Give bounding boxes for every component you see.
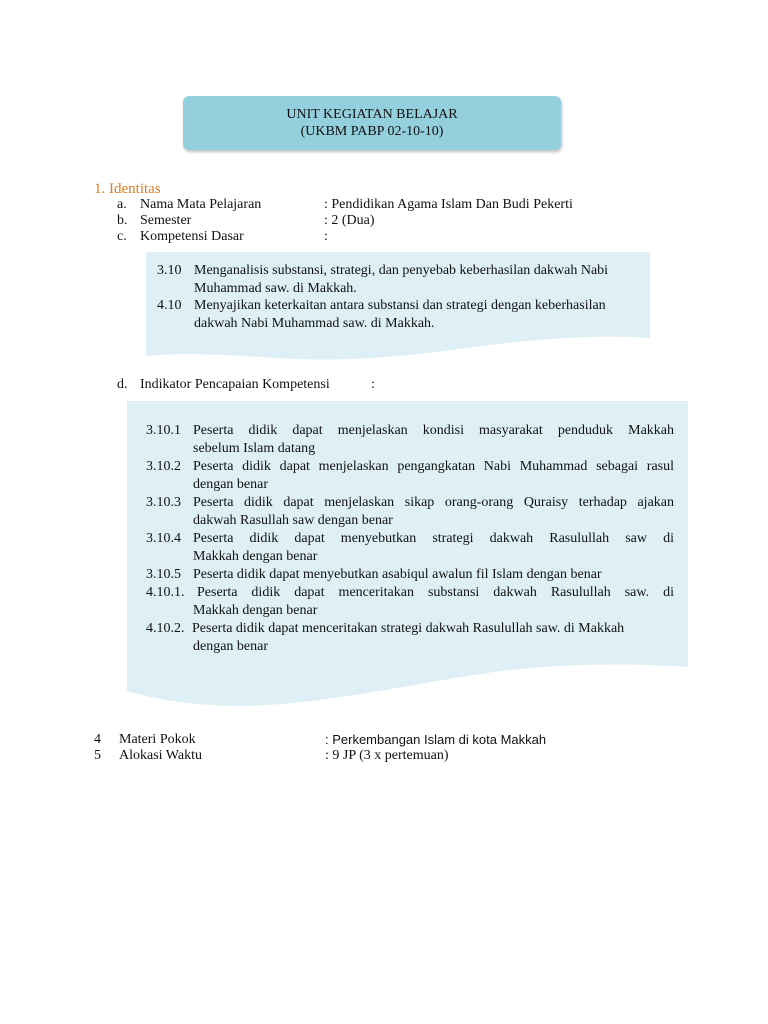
indikator-number: 3.10.1 (146, 423, 181, 438)
indikator-text-line: dakwah Rasullah saw dengan benar (193, 513, 393, 528)
indikator-number: 3.10.5 (146, 567, 181, 582)
indikator-text-line: Peserta didik dapat menyebutkan asabiqul awalun fil Islam dengan benar (193, 567, 602, 582)
indikator-number: 3.10.4 (146, 531, 181, 546)
indikator-text-line: Peserta didik dapat menceritakan substansi dakwah Rasulullah saw. di (197, 585, 674, 600)
indikator-item (146, 530, 674, 566)
indikator-number: 4.10.1. (146, 585, 185, 600)
identitas-label: Kompetensi Dasar (140, 229, 244, 244)
identitas-label: Semester (140, 213, 192, 228)
footer-label: Alokasi Waktu (119, 748, 202, 763)
kd-number: 4.10 (157, 298, 182, 313)
indikator-text-line: dengan benar (193, 639, 269, 654)
footer-value: : 9 JP (3 x pertemuan) (325, 748, 449, 763)
indikator-text-line: Peserta didik dapat menjelaskan pengangkatan Nabi Muhammad sebagai rasul (193, 459, 674, 474)
identitas-value: : Pendidikan Agama Islam Dan Budi Pekerti (324, 197, 573, 212)
identitas-label: Nama Mata Pelajaran (140, 197, 262, 212)
indikator-item (146, 566, 674, 584)
kd-text-line: Menyajikan keterkaitan antara substansi dan strategi dengan keberhasilan (194, 298, 606, 313)
footer-value: : Perkembangan Islam di kota Makkah (325, 732, 547, 747)
kd-text-line: Muhammad saw. di Makkah. (194, 281, 357, 296)
identitas-value: : 2 (Dua) (324, 213, 375, 228)
kd-item (157, 262, 645, 298)
indikator-text-line: dengan benar (193, 477, 269, 492)
indikator-label: Indikator Pencapaian Kompetensi (140, 377, 330, 392)
identitas-letter: a. (117, 197, 127, 212)
footer-label: Materi Pokok (119, 732, 196, 747)
indikator-text-line: Peserta didik dapat menceritakan strategi dakwah Rasulullah saw. di Makkah (192, 621, 625, 636)
title-line-2: (UKBM PABP 02-10-10) (300, 124, 444, 139)
identitas-row-a (117, 197, 637, 213)
indikator-number: 3.10.2 (146, 459, 181, 474)
footer-row-materi (94, 732, 654, 748)
indikator-list (146, 422, 674, 662)
title-box (183, 96, 561, 150)
indikator-number: 3.10.3 (146, 495, 181, 510)
kd-item (157, 297, 645, 333)
footer-list (94, 732, 654, 764)
identitas-letter: c. (117, 229, 127, 244)
identitas-list (117, 197, 637, 245)
indikator-text-line: Peserta didik dapat menjelaskan kondisi masyarakat penduduk Makkah (193, 423, 674, 438)
footer-number: 4 (94, 732, 101, 747)
indikator-text-line: Makkah dengan benar (193, 603, 318, 618)
kd-text-line: dakwah Nabi Muhammad saw. di Makkah. (194, 316, 435, 331)
footer-row-alokasi (94, 748, 654, 764)
indikator-item (146, 494, 674, 530)
indikator-heading (117, 377, 417, 393)
indikator-text-line: Makkah dengan benar (193, 549, 318, 564)
indikator-colon: : (371, 377, 375, 392)
indikator-text-line: Peserta didik dapat menyebutkan strategi dakwah Rasulullah saw di (193, 531, 674, 546)
title-line-1: UNIT KEGIATAN BELAJAR (286, 107, 458, 122)
indikator-letter: d. (117, 377, 128, 392)
kd-number: 3.10 (157, 263, 182, 278)
footer-number: 5 (94, 748, 101, 763)
indikator-item (146, 422, 674, 458)
identitas-value: : (324, 229, 328, 244)
section-identitas-title: 1. Identitas (94, 181, 161, 197)
indikator-number: 4.10.2. (146, 621, 185, 636)
indikator-item (146, 458, 674, 494)
indikator-item (146, 620, 674, 656)
kd-text-line: Menganalisis substansi, strategi, dan penyebab keberhasilan dakwah Nabi (194, 263, 609, 278)
indikator-text-line: sebelum Islam datang (193, 441, 316, 456)
identitas-letter: b. (117, 213, 128, 228)
kd-list (157, 262, 645, 342)
indikator-text-line: Peserta didik dapat menjelaskan sikap orang-orang Quraisy terhadap ajakan (193, 495, 674, 510)
identitas-row-c (117, 229, 637, 245)
identitas-row-b (117, 213, 637, 229)
indikator-item (146, 584, 674, 620)
